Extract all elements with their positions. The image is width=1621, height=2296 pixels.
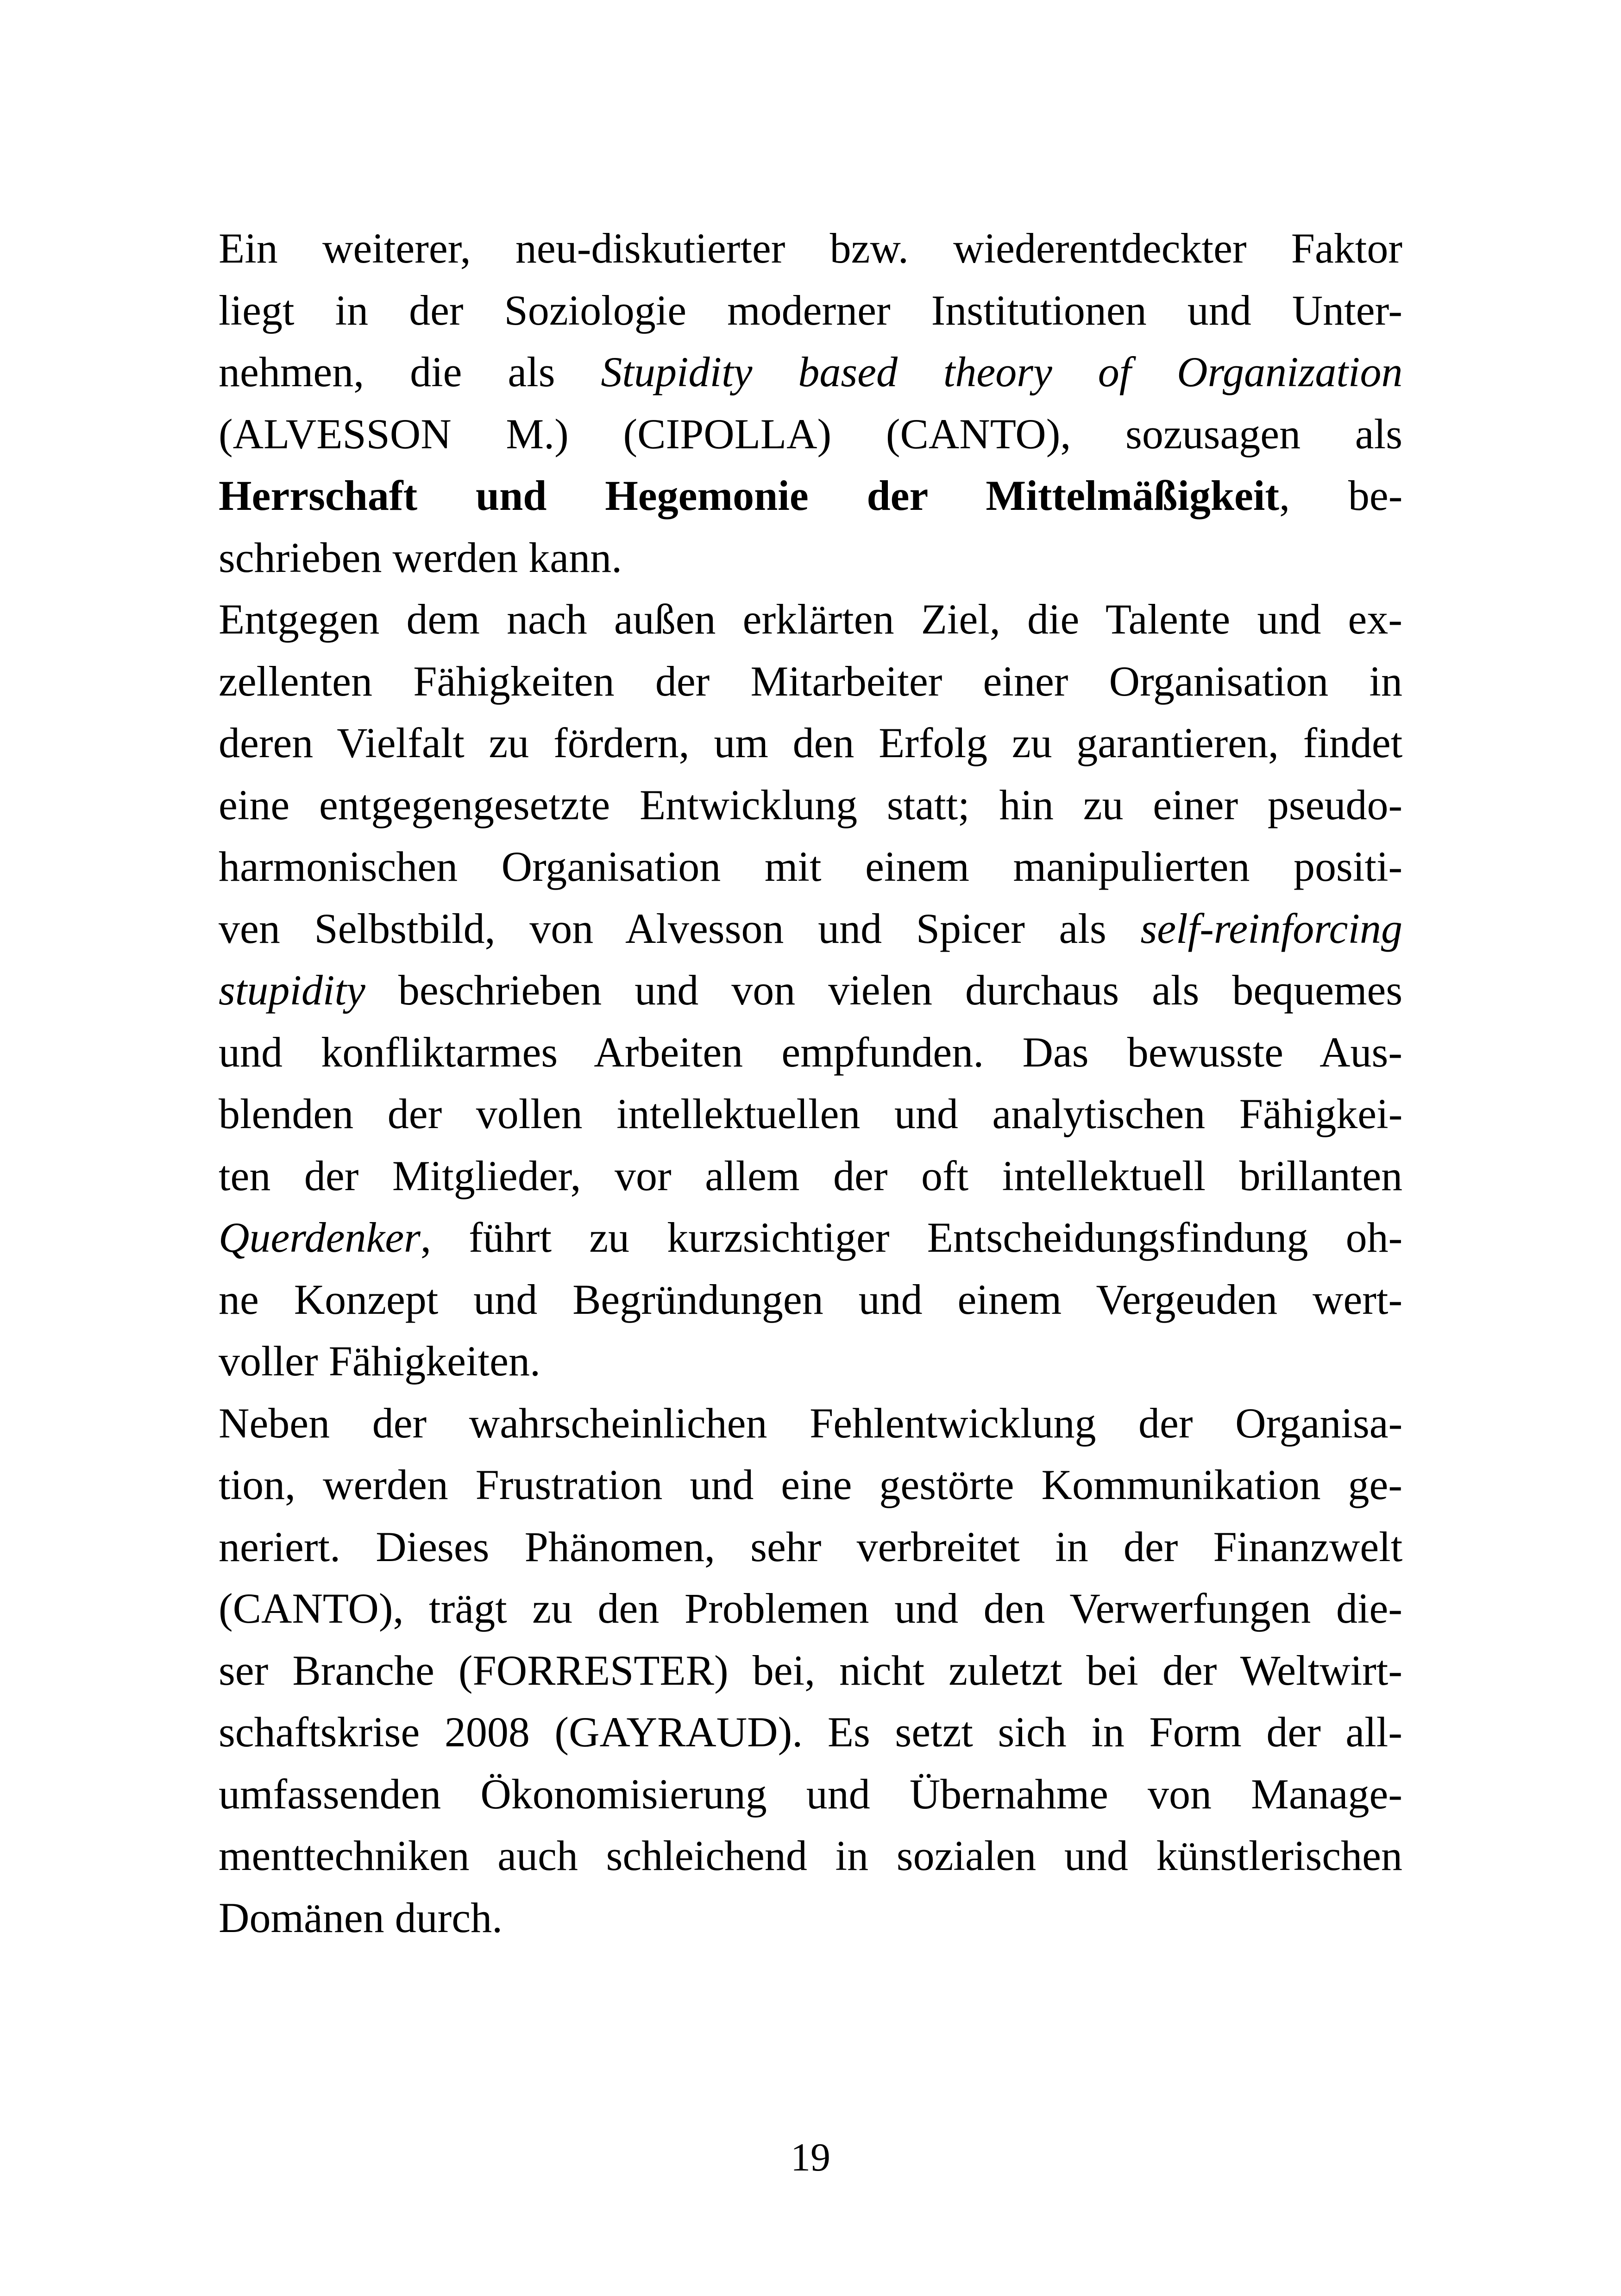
text-line [219, 960, 1402, 1022]
italic-text: self-reinforcing [1140, 904, 1403, 952]
text-line [219, 341, 1402, 403]
text-segment: beschrieben und von vielen durchaus als bequemes [365, 966, 1403, 1014]
text-segment: neriert. Dieses Phänomen, sehr verbreitet in der Finanzwelt [219, 1523, 1403, 1570]
text-segment: (ALVESSON M.) (CIPOLLA) (CANTO), sozusagen als [219, 410, 1402, 458]
page-number: 19 [791, 2135, 830, 2179]
paragraph-2 [219, 589, 1402, 1393]
text-line [219, 1393, 1402, 1455]
text-line [219, 280, 1402, 342]
italic-text: stupidity [219, 966, 365, 1014]
text-segment: ser Branche (FORRESTER) bei, nicht zuletzt bei der Weltwirt- [219, 1646, 1402, 1694]
text-line [219, 527, 1402, 589]
text-segment: eine entgegengesetzte Entwicklung statt; hin zu einer pseudo- [219, 781, 1403, 828]
italic-text: Querdenker [219, 1214, 421, 1261]
text-segment: schaftskrise 2008 (GAYRAUD). Es setzt sich in Form der all- [219, 1708, 1402, 1756]
paragraph-1 [219, 218, 1402, 589]
text-segment: , be- [1279, 472, 1403, 519]
text-line [219, 712, 1402, 774]
text-line [219, 1083, 1402, 1145]
text-segment: Neben der wahrscheinlichen Fehlentwicklung der Organisa- [219, 1399, 1403, 1447]
text-segment: , führt zu kurzsichtiger Entscheidungsfindung oh- [420, 1214, 1403, 1261]
text-segment: ten der Mitglieder, vor allem der oft intellektuell brillanten [219, 1152, 1403, 1199]
bold-text: Herrschaft und Hegemonie der Mittelmäßigkeit [219, 472, 1280, 519]
text-line [219, 1701, 1402, 1763]
text-segment: schrieben werden kann. [219, 533, 622, 581]
text-line [219, 1763, 1402, 1826]
text-line [219, 1145, 1402, 1207]
text-segment: und konfliktarmes Arbeiten empfunden. Das bewusste Aus- [219, 1028, 1402, 1076]
text-segment: menttechniken auch schleichend in sozialen und künstlerischen [219, 1832, 1402, 1879]
text-segment: liegt in der Soziologie moderner Institutionen und Unter- [219, 286, 1402, 334]
text-line [219, 1207, 1402, 1269]
text-segment: tion, werden Frustration und eine gestörte Kommunikation ge- [219, 1461, 1402, 1508]
text-segment: umfassenden Ökonomisierung und Übernahme von Manage- [219, 1770, 1402, 1818]
text-line [219, 774, 1402, 836]
paragraph-3 [219, 1393, 1402, 1949]
text-segment: Ein weiterer, neu-diskutierter bzw. wiederentdeckter Faktor [219, 225, 1402, 272]
text-segment: (CANTO), trägt zu den Problemen und den Verwerfungen die- [219, 1585, 1402, 1632]
body-text [219, 218, 1402, 1949]
text-line [219, 403, 1402, 465]
text-line [219, 836, 1402, 898]
text-segment: Entgegen dem nach außen erklärten Ziel, die Talente und ex- [219, 596, 1402, 643]
text-segment: harmonischen Organisation mit einem manipulierten positi- [219, 843, 1403, 890]
text-line [219, 1640, 1402, 1702]
text-line [219, 1330, 1402, 1393]
text-segment: nehmen, die als [219, 348, 601, 395]
italic-text: Stupidity based theory of Organization [601, 348, 1403, 395]
text-line [219, 1454, 1402, 1516]
text-line [219, 1887, 1402, 1949]
text-line [219, 218, 1402, 280]
text-segment: ven Selbstbild, von Alvesson und Spicer als [219, 904, 1141, 952]
text-segment: Domänen durch. [219, 1894, 503, 1941]
text-line [219, 651, 1402, 713]
text-segment: ne Konzept und Begründungen und einem Vergeuden wert- [219, 1275, 1403, 1323]
text-line [219, 1022, 1402, 1084]
text-line [219, 1269, 1402, 1331]
text-line [219, 465, 1402, 527]
text-line [219, 1825, 1402, 1887]
text-line [219, 1516, 1402, 1578]
text-line [219, 589, 1402, 651]
text-segment: voller Fähigkeiten. [219, 1337, 540, 1385]
text-segment: zellenten Fähigkeiten der Mitarbeiter einer Organisation in [219, 657, 1402, 705]
text-segment: deren Vielfalt zu fördern, um den Erfolg zu garantieren, findet [219, 719, 1403, 766]
text-line [219, 898, 1402, 960]
text-segment: blenden der vollen intellektuellen und analytischen Fähigkei- [219, 1090, 1403, 1137]
text-line [219, 1578, 1402, 1640]
